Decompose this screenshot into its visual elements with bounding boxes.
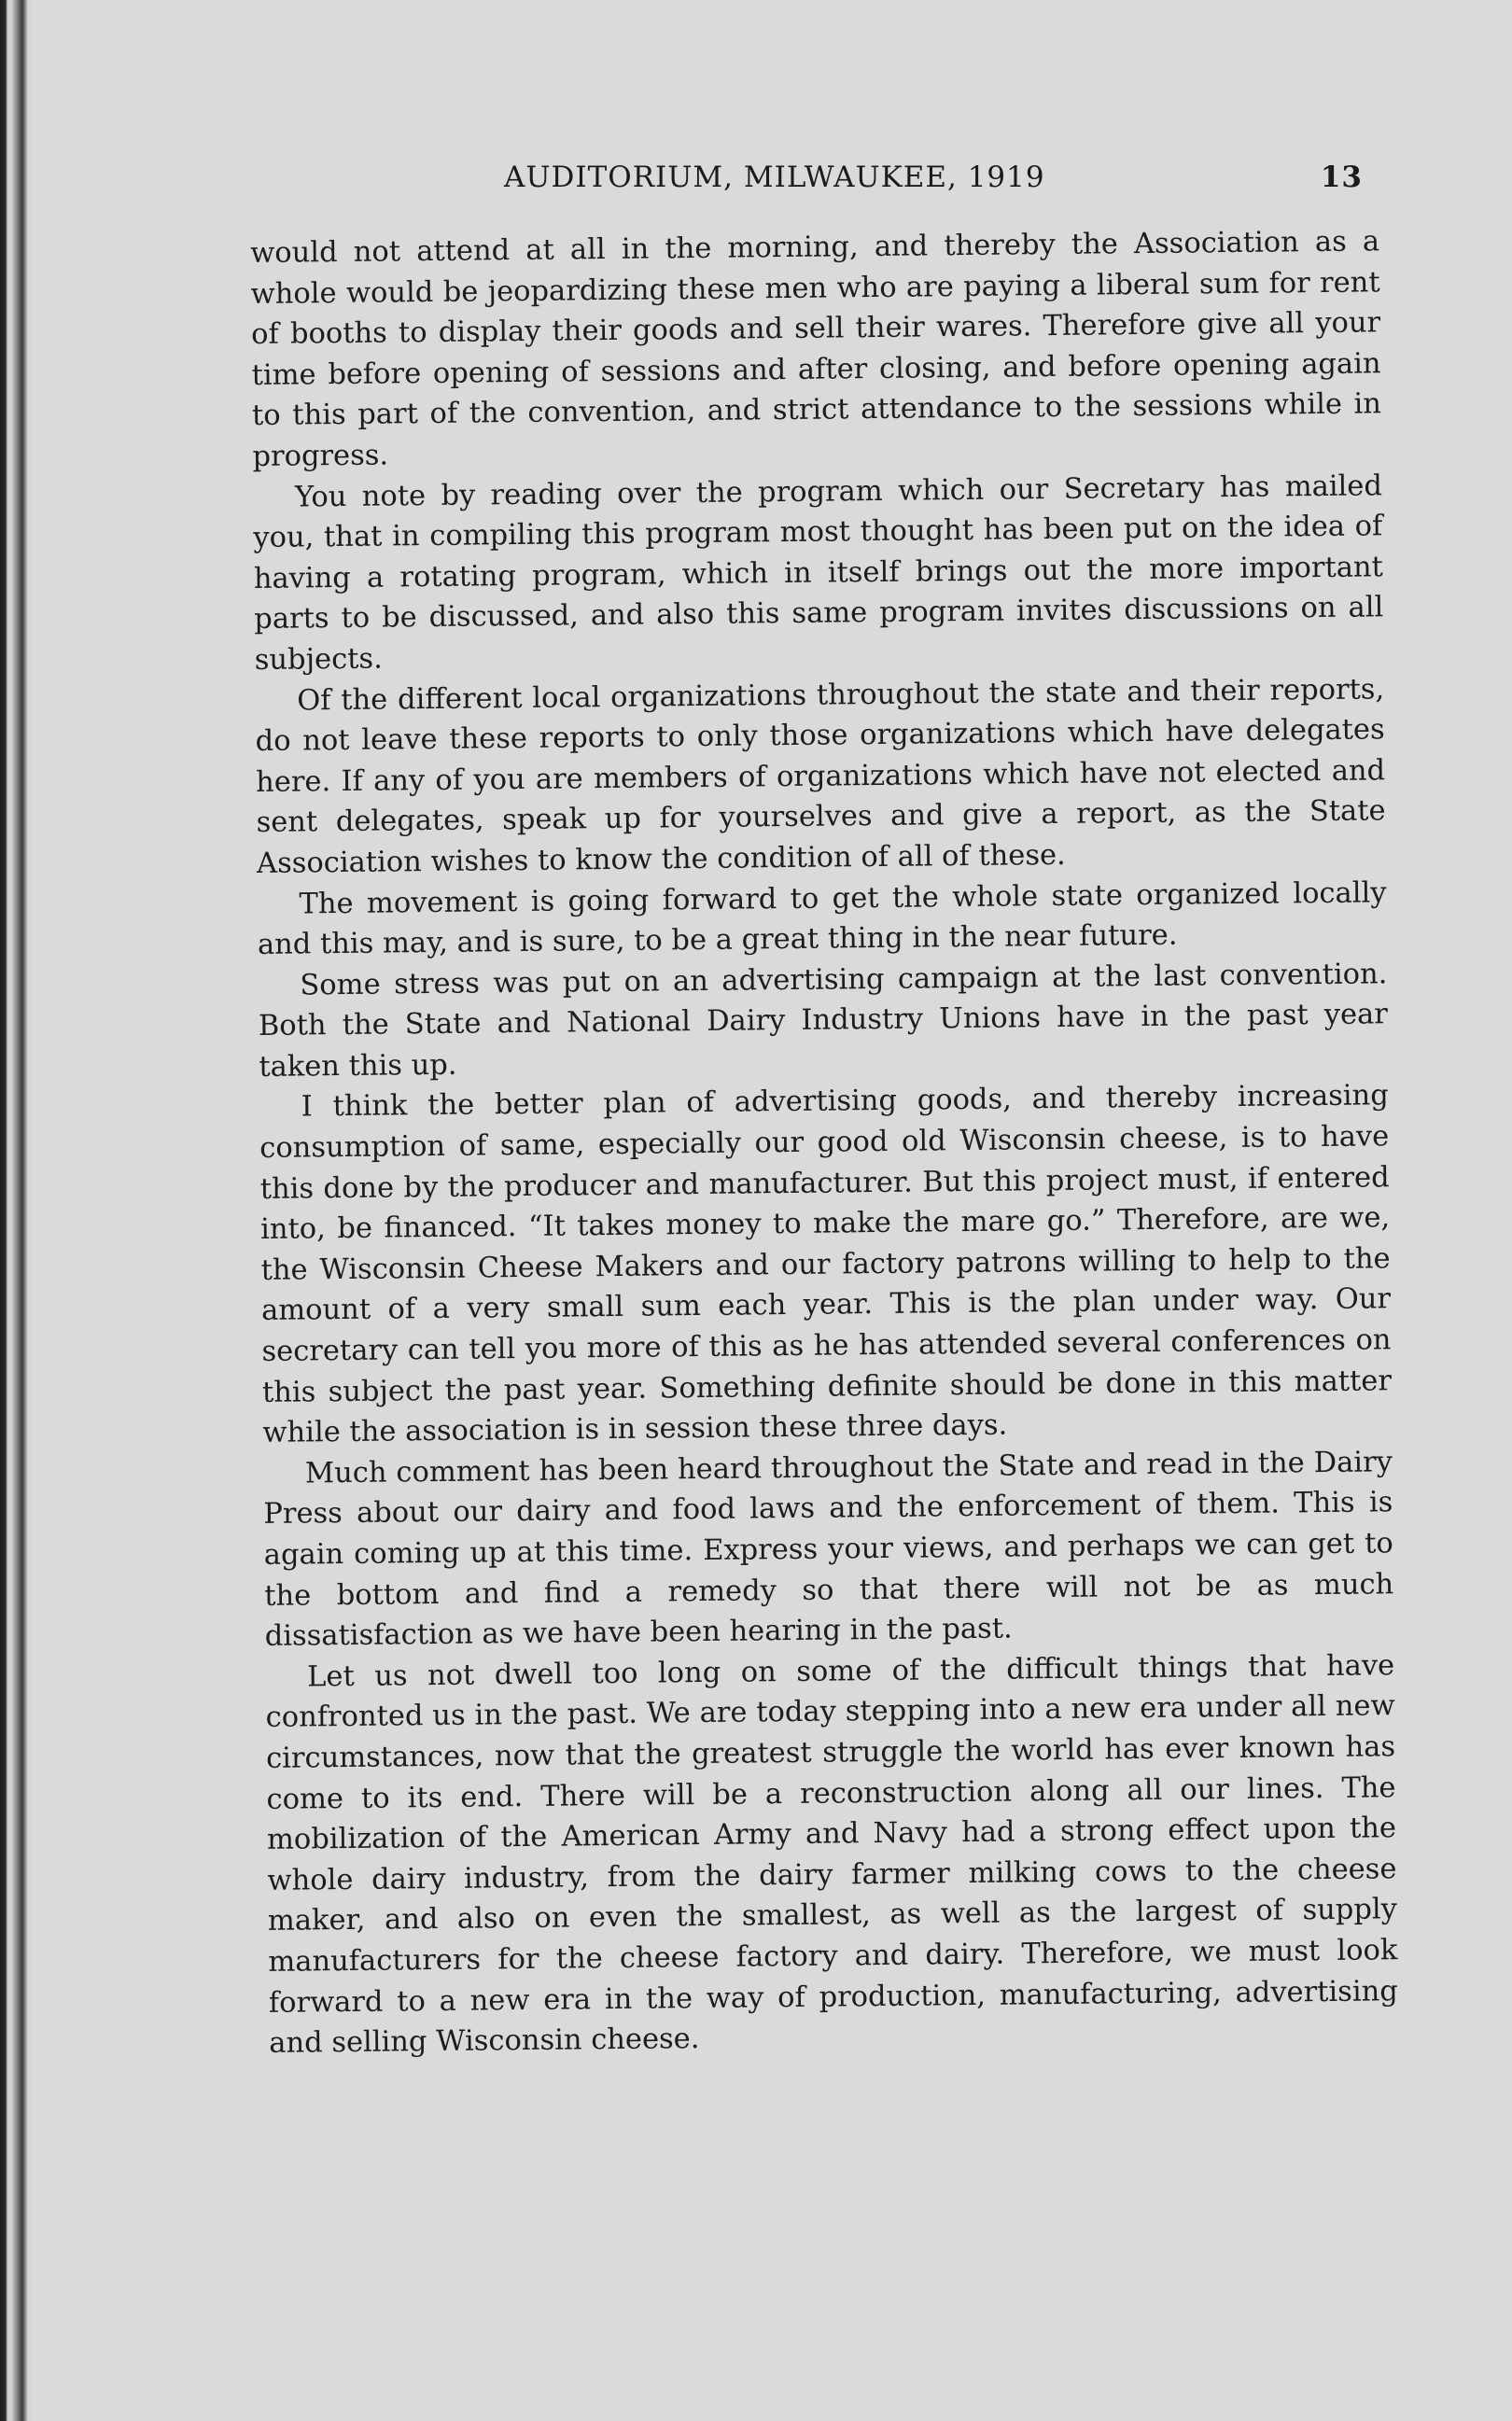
paragraph-program: You note by reading over the program which our Secretary has mailed you, that in compiling this program most thought has been put on the idea of having a rotating program, which in itself brings out the more important parts to be discussed, and also this same program invites discussions on all subjects. bbox=[253, 469, 1384, 677]
book-binding-edge bbox=[0, 0, 32, 2421]
page-number: 13 bbox=[1320, 161, 1363, 194]
paragraph-dairy-laws: Much comment has been heard throughout the State and read in the Dairy Press about our dairy and food laws and the enforcement of them. This is again coming up at this time. Express your views, and perhaps we can get to the bottom and find a remedy so that there will not be as much dissatisfaction as we have been hearing in the past. bbox=[263, 1446, 1394, 1654]
paragraph-advertising-plan: I think the better plan of advertising goods, and thereby increasing consumption of same, especially our good old Wisconsin cheese, is to have this done by the producer and manufacturer. But this project must, if entered into, be financed. “It takes money to make the mare go.” Therefore, are we, the Wisconsin Cheese Makers and our factory patrons willing to help to the amount of a very small sum each year. This is the plan under way. Our secretary can tell you more of this as he has attended several conferences on this subject the past year. Something definite should be done in this matter while the association is in session these three days. bbox=[259, 1079, 1393, 1450]
paragraph-movement: The movement is going forward to get the whole state organized locally and this may, and is sure, to be a great thing in the near future. bbox=[257, 875, 1387, 962]
paragraph-continued: would not attend at all in the morning, and thereby the Association as a whole would be jeopardizing these men who are paying a liberal sum for rent of booths to display their goods and sell their wares. Therefore give all your time before opening of sessions and after closing, and before opening again to this part of the convention, and strict attendance to the sessions while in progress. bbox=[250, 225, 1382, 473]
paragraph-local-organizations: Of the different local organizations throughout the state and their reports, do not leave these reports to only those organizations which have delegates here. If any of you are members of organizations which have not elected and sent delegates, speak up for yourselves and give a report, as the State Association wishes to know the condition of all of these. bbox=[255, 672, 1386, 880]
body-text bbox=[250, 221, 1398, 2064]
paragraph-advertising-campaign: Some stress was put on an advertising campaign at the last convention. Both the State and National Dairy Industry Unions have in the past year taken this up. bbox=[258, 957, 1389, 1084]
page-header bbox=[504, 161, 1363, 207]
paragraph-new-era: Let us not dwell too long on some of the difficult things that have confronted us in the past. We are today stepping into a new era under all new circumstances, now that the greatest struggle the world has ever known has come to its end. There will be a reconstruction along all our lines. The mobilization of the American Army and Navy had a strong effect upon the whole dairy industry, from the dairy farmer milking cows to the cheese maker, and also on even the smallest, as well as the largest of supply manufacturers for the cheese factory and dairy. Therefore, we must look forward to a new era in the way of production, manufacturing, advertising and selling Wisconsin cheese. bbox=[265, 1649, 1398, 2061]
running-head: AUDITORIUM, MILWAUKEE, 1919 bbox=[504, 161, 1045, 194]
